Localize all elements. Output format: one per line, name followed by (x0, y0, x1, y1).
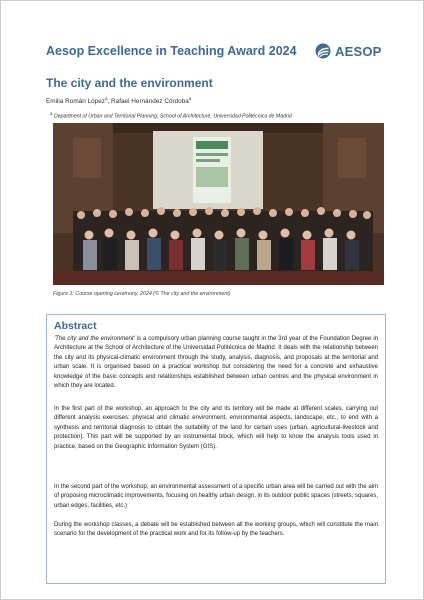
abstract-paragraph-4: During the workshop classes, a debate will be established between all the working groups, which will constitute the main scenario for the development of the practical work and for its follow-up by the teachers. (54, 522, 378, 538)
authors-line (46, 96, 191, 105)
author-2: , Rafael Hernández Córdoba (107, 98, 189, 106)
affiliation (50, 111, 292, 120)
abstract-paragraph-1 (54, 335, 378, 391)
author-1: Emilia Román López (46, 98, 105, 106)
abstract-box (46, 314, 386, 584)
abstract-paragraph-2: In the first part of the workshop, an approach to the city and its territory will be made at different scales, carrying out different analysis exercises: physical and climatic environment, environmental aspects, landscape, etc., to end with a synthesis and territorial diagnosis to obtain the suitability of the land for certain uses (urban, agricultural-livestock and protection). This part will be supported by an instrumental block, which will help to know the analysis tools used in practice, based on the Geographic Information System (GIS). (54, 406, 378, 450)
group-photo (53, 123, 384, 285)
affiliation-mark: a (50, 111, 53, 116)
figure-caption: Figure 1: Course opening ceremony, 2024 (© The city and the environment) (53, 291, 231, 297)
aesop-logo (315, 42, 382, 60)
author-2-mark: a (188, 96, 192, 101)
aesop-logo-text: AESOP (335, 43, 382, 59)
aesop-logo-icon (315, 43, 331, 59)
affiliation-text: Department of Urban and Territorial Planning, School of Architecture, Universidad Politécnica de Madrid (52, 113, 292, 120)
award-title: Aesop Excellence in Teaching Award 2024 (46, 44, 297, 58)
group-photo-illustration (53, 123, 384, 285)
abstract-paragraph-1-text: is a compulsory urban planning course taught in the 3rd year of the Foundation Degree in Architecture at the School of Architecture of the Universidad Politécnica de Madrid. It deals with the relationship between the city and its physical-climatic environment through the study, analysis, diagnosis, and proposals at the territorial and urban scale. It is organised based on a practical workshop but considering the need for a concrete and exhaustive knowledge of the basic concepts and relationships established between urban centres and the physical environment in which they are located. (54, 336, 378, 390)
author-1-mark: a (104, 96, 108, 101)
course-title: 'The city and the environment' (54, 336, 135, 342)
article-title: The city and the environment (46, 76, 213, 90)
abstract-heading: Abstract (54, 320, 97, 332)
abstract-paragraph-3: In the second part of the workshop, an environmental assessment of a specific urban area will be carried out with the aim of proposing microclimatic improvements, focusing on healthy urban design, in its outdoor public spaces (streets, squares, urban edges, facilities, etc.) (54, 484, 378, 509)
